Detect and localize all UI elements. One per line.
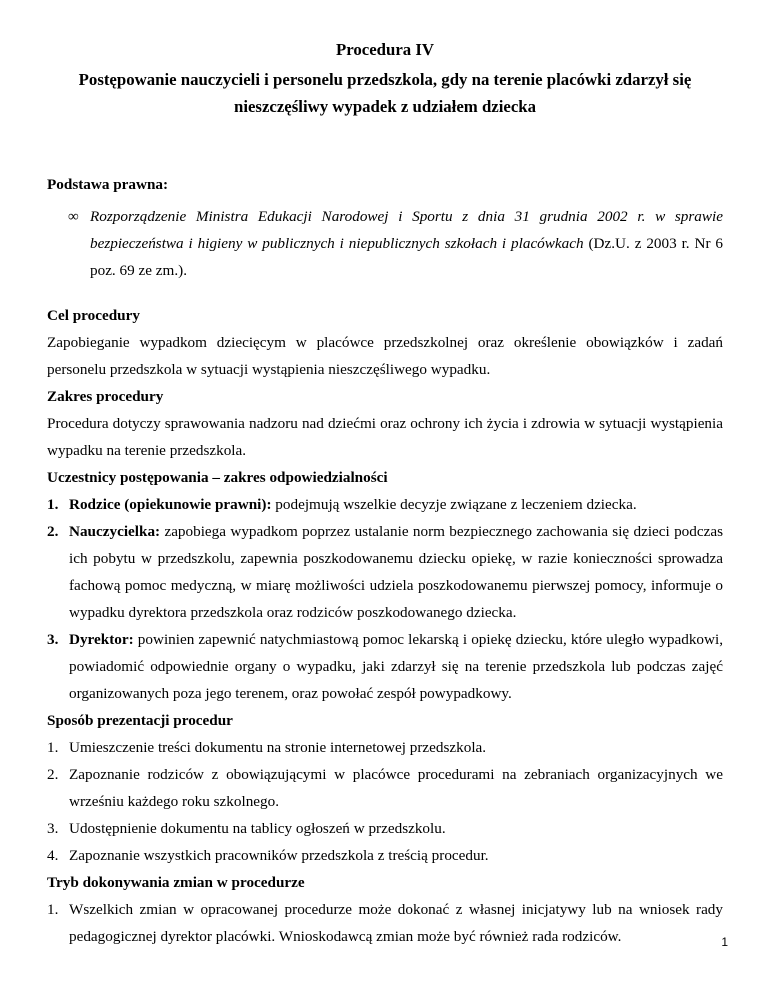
changes-list [47,896,723,950]
procedure-number: Procedura IV [335,40,435,59]
presentation-list [47,734,723,869]
list-item: 1. Umieszczenie treści dokumentu na stronie internetowej przedszkola. [47,739,487,756]
goal-heading: Cel procedury [47,307,140,324]
participants-list [47,491,723,707]
goal-text: Zapobieganie wypadkom dziecięcym w placówce przedszkolnej oraz określenie obowiązków i zadań personelu przedszkola w sytuacji wystąpienia nieszczęśliwego wypadku. [47,334,723,378]
list-item: 2. Nauczycielka: zapobiega wypadkom poprzez ustalanie norm bezpiecznego zachowania się dzieci podczas ich pobytu w przedszkolu, zapewnia poszkodowanemu dziecku opiekę, w razie konieczności sprowadza fachową pomoc medyczną, w miarę możliwości udziela poszkodowanemu pierwszej pomocy, informuje o wypadku dyrektora przedszkola oraz rodziców poszkodowanego dziecka. [47,523,723,621]
scope-text: Procedura dotyczy sprawowania nadzoru nad dziećmi oraz ochrony ich życia i zdrowia w sytuacji wystąpienia wypadku na terenie przedszkola. [47,415,723,459]
page-number: 1 [721,935,728,949]
scope-section [47,383,723,464]
document-title [47,36,723,120]
changes-heading: Tryb dokonywania zmian w procedurze [47,874,305,891]
changes-section [47,869,723,950]
presentation-heading: Sposób prezentacji procedur [47,712,233,729]
document-page [47,36,723,950]
regulation-title: Rozporządzenie Ministra Edukacji Narodowej i Sportu z dnia 31 grudnia 2002 r. w sprawie bezpieczeństwa i higieny w publicznych i niepublicznych szkołach i placówkach [90,208,723,252]
procedure-title-line-2: nieszczęśliwy wypadek z udziałem dziecka [233,97,537,116]
regulation-citation: (Dz.U. z 2003 r. Nr 6 poz. 69 ze zm.). [90,235,723,279]
list-item: 1. Wszelkich zmian w opracowanej procedurze może dokonać z własnej inicjatywy lub na wniosek rady pedagogicznej dyrektor placówki. Wnioskodawcą zmian może być również rada rodziców. [47,901,723,945]
infinity-bullet-icon: ∞ [68,208,79,225]
list-item: 1. Rodzice (opiekunowie prawni): podejmują wszelkie decyzje związane z leczeniem dziecka. [47,496,637,513]
goal-section [47,302,723,383]
legal-basis-heading: Podstawa prawna: [47,176,169,193]
participants-section [47,464,723,707]
list-item: 3. Dyrektor: powinien zapewnić natychmiastową pomoc lekarską i opiekę dziecku, które uległo wypadkowi, powiadomić odpowiednie organy o wypadku, jaki zdarzył się na terenie przedszkola lub podczas zajęć organizowanych poza jego terenem, oraz powołać zespół powypadkowy. [47,631,723,702]
list-item: 4. Zapoznanie wszystkich pracowników przedszkola z treścią procedur. [47,847,489,864]
list-item: 3. Udostępnienie dokumentu na tablicy ogłoszeń w przedszkolu. [47,820,446,837]
procedure-title-line-1: Postępowanie nauczycieli i personelu przedszkola, gdy na terenie placówki zdarzył się [78,70,692,89]
legal-basis-item [47,203,723,284]
list-item: 2. Zapoznanie rodziców z obowiązującymi w placówce procedurami na zebraniach organizacyjnych we wrześniu każdego roku szkolnego. [47,766,723,810]
participants-heading: Uczestnicy postępowania – zakres odpowiedzialności [47,469,388,486]
presentation-section [47,707,723,869]
scope-heading: Zakres procedury [47,388,164,405]
legal-basis-section [47,171,723,284]
